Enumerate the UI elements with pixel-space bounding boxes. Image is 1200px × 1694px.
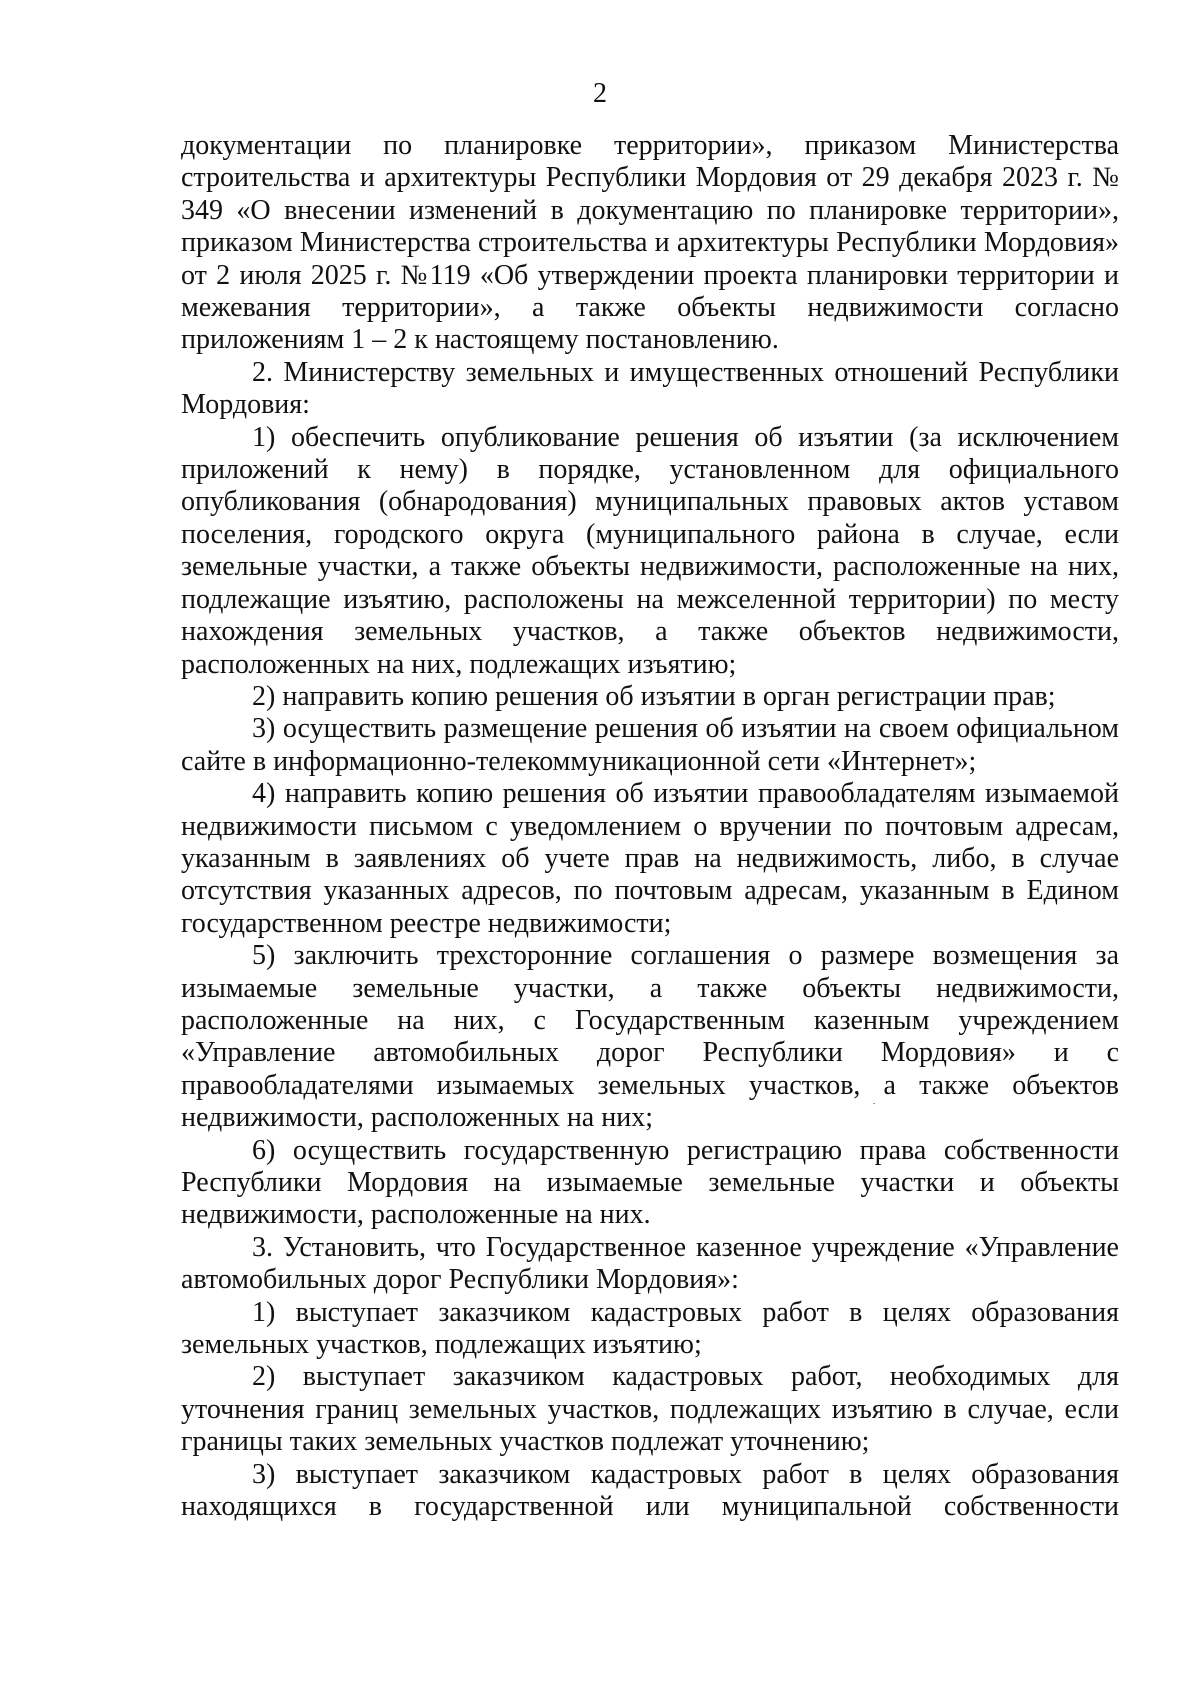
paragraph-continuation: документации по планировке территории», приказом Министерства строительства и архитектуры Республики Мордовия от 29 декабря 2023 г. № 349 «О внесении изменений в документацию по планировке территории», приказом Министерства строительства и архитектуры Республики Мордовия» от 2 июля 2025 г. №119 «Об утверждении проекта планировки территории и межевания территории», а также объекты недвижимости согласно приложениям 1 – 2 к настоящему постановлению. [181, 130, 1119, 356]
page-number: 2 [593, 78, 607, 109]
paragraph-item-2-4: 4) направить копию решения об изъятии правообладателям изымаемой недвижимости письмом с уведомлением о вручении по почтовым адресам, указанным в заявлениях об учете прав на недвижимость, либо, в случае отсутствия указанных адресов, по почтовым адресам, указанным в Едином государственном реестре недвижимости; [181, 778, 1119, 939]
paragraph-item-3-3: 3) выступает заказчиком кадастровых работ в целях образования находящихся в государственной или муниципальной собственности [181, 1458, 1119, 1523]
paragraph-item-2-6: 6) осуществить государственную регистрацию права собственности Республики Мордовия на изымаемые земельные участки и объекты недвижимости, расположенные на них. [181, 1134, 1119, 1231]
paragraph-item-3-1: 1) выступает заказчиком кадастровых работ в целях образования земельных участков, подлежащих изъятию; [181, 1296, 1119, 1361]
paragraph-item-2-1: 1) обеспечить опубликование решения об изъятии (за исключением приложений к нему) в порядке, установленном для официального опубликования (обнародования) муниципальных правовых актов уставом поселения, городского округа (муниципального района в случае, если земельные участки, а также объекты недвижимости, расположенные на них, подлежащие изъятию, расположены на межселенной территории) по месту нахождения земельных участков, а также объектов недвижимости, расположенных на них, подлежащих изъятию; [181, 421, 1119, 680]
paragraph-item-3-2: 2) выступает заказчиком кадастровых работ, необходимых для уточнения границ земельных участков, подлежащих изъятию в случае, если границы таких земельных участков подлежат уточнению; [181, 1361, 1119, 1458]
scan-speck [873, 1103, 875, 1104]
paragraph-item-3: 3. Установить, что Государственное казенное учреждение «Управление автомобильных дорог Республики Мордовия»: [181, 1231, 1119, 1296]
document-body [181, 130, 1119, 1523]
paragraph-item-2-5: 5) заключить трехсторонние соглашения о размере возмещения за изымаемые земельные участки, а также объекты недвижимости, расположенные на них, с Государственным казенным учреждением «Управление автомобильных дорог Республики Мордовия» и с правообладателями изымаемых земельных участков, а также объектов недвижимости, расположенных на них; [181, 940, 1119, 1134]
paragraph-item-2-2: 2) направить копию решения об изъятии в орган регистрации прав; [252, 680, 1056, 712]
paragraph-item-2: 2. Министерству земельных и имущественных отношений Республики Мордовия: [181, 356, 1119, 421]
paragraph-item-2-3: 3) осуществить размещение решения об изъятии на своем официальном сайте в информационно-телекоммуникационной сети «Интернет»; [181, 713, 1119, 777]
